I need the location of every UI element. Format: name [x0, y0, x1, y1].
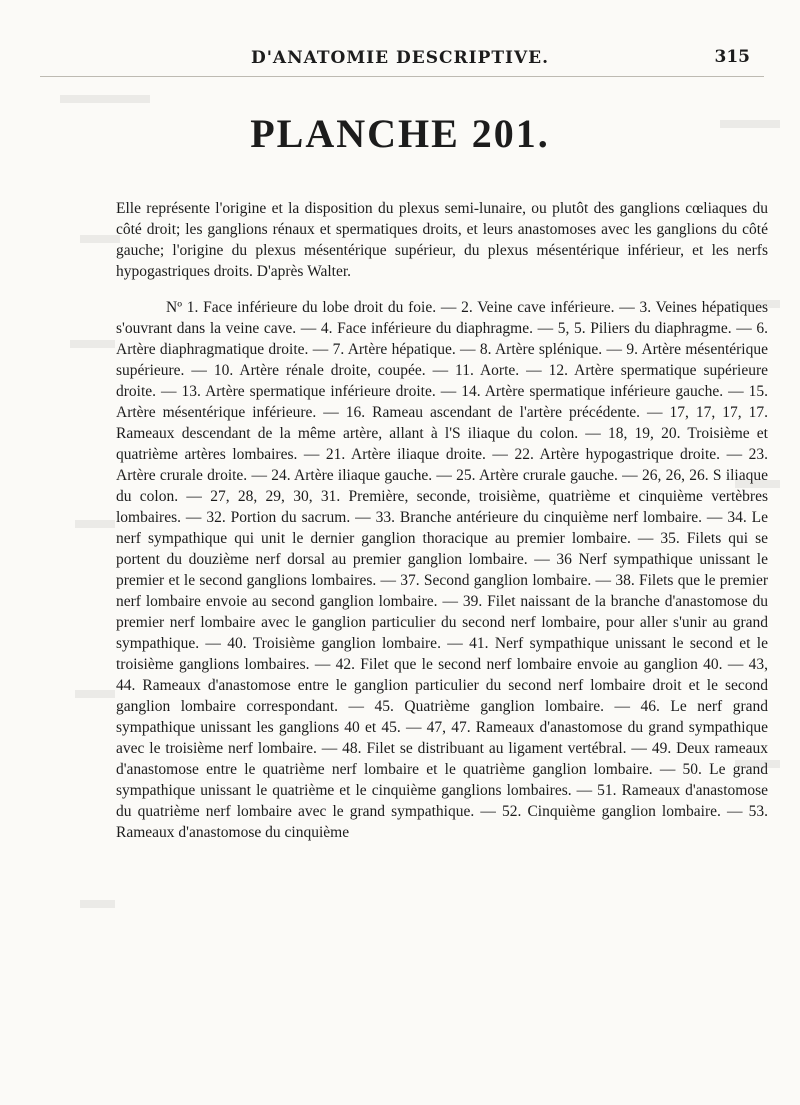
- intro-paragraph: Elle représente l'origine et la disposition du plexus semi-lunaire, ou plutôt des ganglions cœliaques du côté droit; les ganglions rénaux et spermatiques droits, et leurs anastomoses avec les ganglions du côté gauche; l'origine du plexus mésentérique supérieur, du plexus mésentérique inférieur, et les nerfs hypogastriques droits. D'après Walter.: [116, 200, 768, 280]
- page-number: 315: [714, 47, 750, 67]
- body-text: [116, 198, 768, 843]
- running-title: D'ANATOMIE DESCRIPTIVE.: [250, 48, 550, 68]
- legend-paragraph: Nº 1. Face inférieure du lobe droit du foie. — 2. Veine cave inférieure. — 3. Veines hépatiques s'ouvrant dans la veine cave. — 4. Face inférieure du diaphragme. — 5, 5. Piliers du diaphragme. — 6. Artère diaphragmatique droite. — 7. Artère hépatique. — 8. Artère splénique. — 9. Artère mésentérique supérieure. — 10. Artère rénale droite, coupée. — 11. Aorte. — 12. Artère spermatique supérieure droite. — 13. Artère spermatique inférieure droite. — 14. Artère spermatique inférieure gauche. — 15. Artère mésentérique inférieure. — 16. Rameau ascendant de l'artère précédente. — 17, 17, 17, 17. Rameaux descendant de la même artère, allant à l'S iliaque du colon. — 18, 19, 20. Troisième et quatrième artères lombaires. — 21. Artère iliaque droite. — 22. Artère hypogastrique droite. — 23. Artère crurale droite. — 24. Artère iliaque gauche. — 25. Artère crurale gauche. — 26, 26, 26. S iliaque du colon. — 27, 28, 29, 30, 31. Première, seconde, troisième, quatrième et cinquième vertèbres lombaires. — 32. Portion du sacrum. — 33. Branche antérieure du cinquième nerf lombaire. — 34. Le nerf sympathique qui unit le dernier ganglion thoracique au premier lombaire. — 35. Filets qui se portent du douzième nerf dorsal au premier ganglion lombaire. — 36 Nerf sympathique unissant le premier et le second ganglions lombaires. — 37. Second ganglion lombaire. — 38. Filets que le premier nerf lombaire envoie au second ganglion lombaire. — 39. Filet naissant de la branche d'anastomose du premier nerf lombaire avec le ganglion particulier du second nerf lombaire, pour aller s'unir au grand sympathique. — 40. Troisième ganglion lombaire. — 41. Nerf sympathique unissant le second et le troisième ganglions lombaires. — 42. Filet que le second nerf lombaire envoie au ganglion 40. — 43, 44. Rameaux d'anastomose entre le ganglion particulier du second nerf lombaire droit et le second ganglion lombaire correspondant. — 45. Quatrième ganglion lombaire. — 46. Le nerf grand sympathique unissant les ganglions 40 et 45. — 47, 47. Rameaux d'anastomose du grand sympathique avec le troisième nerf lombaire. — 48. Filet se distribuant au ligament vertébral. — 49. Deux rameaux d'anastomose entre le quatrième nerf lombaire et le quatrième ganglion lombaire. — 50. Le grand sympathique unissant le quatrième et le cinquième ganglions lombaires. — 51. Rameaux d'anastomose du quatrième nerf lombaire avec le grand sympathique. — 52. Cinquième ganglion lombaire. — 53. Rameaux d'anastomose du cinquième: [116, 299, 768, 841]
- header-rule: [40, 76, 764, 77]
- plate-title: PLANCHE 201.: [250, 111, 550, 156]
- running-header: [0, 44, 800, 74]
